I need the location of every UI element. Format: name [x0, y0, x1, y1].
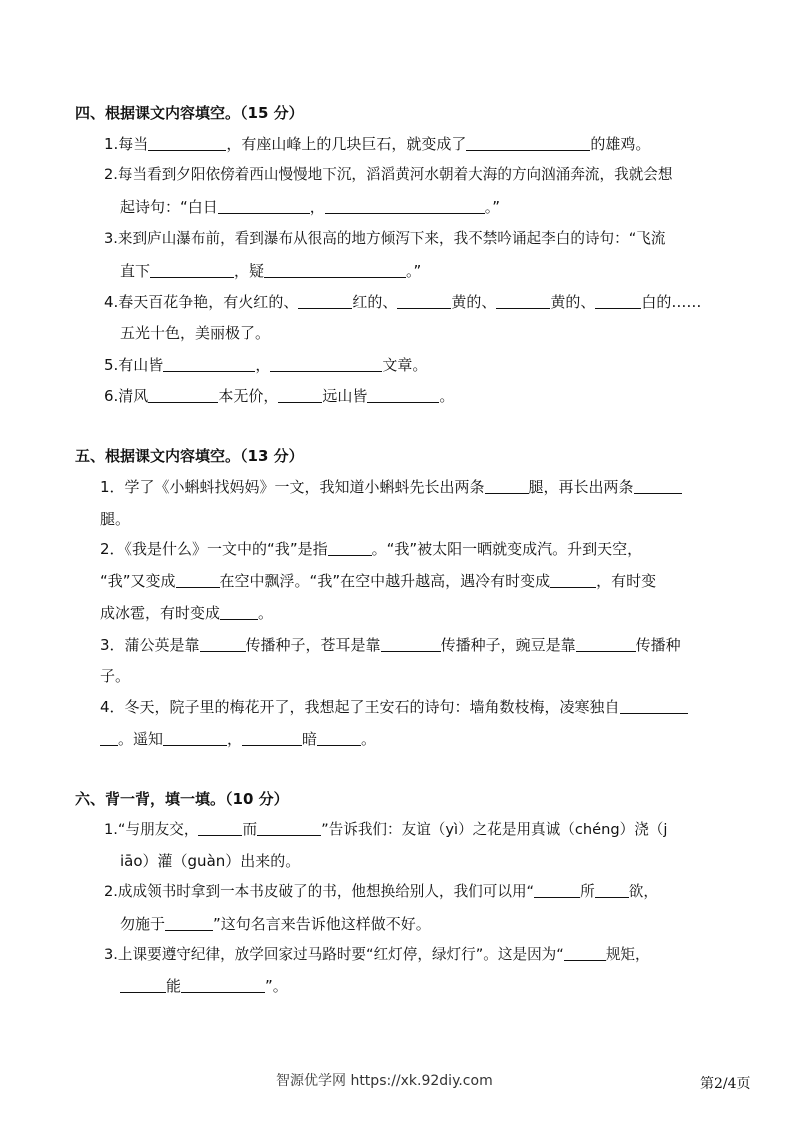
- text-segment: 红的、: [352, 293, 398, 311]
- text-segment: 2.每当看到夕阳依傍着西山慢慢地下沉，滔滔黄河水朝着大海的方向汹涌奔流，我就会想: [104, 166, 673, 183]
- answer-blank[interactable]: [325, 198, 485, 214]
- answer-blank[interactable]: [176, 572, 220, 588]
- answer-blank[interactable]: [466, 135, 590, 151]
- text-segment: 1.“与朋友交，: [104, 821, 199, 838]
- text-segment: 规矩，: [605, 946, 650, 963]
- text-segment: 起诗句：“白日: [120, 198, 218, 216]
- s5-q2-line2: [100, 571, 656, 591]
- s5-q2-line1: [100, 539, 642, 559]
- text-segment: 勿施于: [120, 915, 166, 933]
- text-segment: 子。: [100, 667, 131, 685]
- text-segment: 白的……: [641, 293, 702, 311]
- text-segment: 1.每当: [104, 135, 149, 153]
- s5-q2-line3: [100, 603, 273, 623]
- s4-q2-line1: [104, 165, 673, 185]
- text-segment: 4.春天百花争艳，有火红的、: [104, 293, 299, 311]
- s4-q4-line1: [104, 292, 701, 312]
- answer-blank[interactable]: [534, 882, 580, 898]
- site-watermark: 智源优学网 https://xk.92diy.com: [276, 1073, 493, 1089]
- answer-blank[interactable]: [634, 478, 682, 494]
- text-segment: ，疑: [234, 262, 265, 280]
- text-segment: 欲，: [628, 883, 658, 900]
- text-segment: ”。: [265, 977, 288, 995]
- answer-blank[interactable]: [485, 478, 529, 494]
- s4-q2-line2: [120, 197, 500, 217]
- answer-blank[interactable]: [198, 820, 242, 836]
- text-segment: ，: [255, 356, 271, 374]
- text-segment: 黄的、: [451, 293, 497, 311]
- text-segment: 腿。: [100, 510, 131, 528]
- s4-q5: [104, 355, 427, 375]
- text-segment: 而: [242, 821, 258, 838]
- answer-blank[interactable]: [397, 293, 451, 309]
- text-segment: 2.成成领书时拿到一本书皮破了的书，他想换给别人，我们可以用“: [104, 883, 535, 900]
- section-5-title: 五、根据课文内容填空。（13 分）: [75, 447, 304, 465]
- text-segment: ”这句名言来告诉他这样做不好。: [213, 915, 431, 933]
- s5-q1-line2: [100, 509, 130, 529]
- text-segment: 能: [166, 977, 182, 995]
- answer-blank[interactable]: [328, 540, 372, 556]
- text-segment: 黄的、: [550, 293, 596, 311]
- text-segment: 。“我”被太阳一晒就变成汽。升到天空，: [371, 540, 643, 558]
- text-segment: 成冰雹，有时变成: [100, 604, 221, 622]
- answer-blank[interactable]: [298, 293, 352, 309]
- s5-q3-line1: [100, 635, 681, 655]
- text-segment: 直下: [120, 262, 151, 280]
- answer-blank[interactable]: [257, 820, 321, 836]
- section-4-title: 四、根据课文内容填空。（15 分）: [75, 104, 304, 122]
- text-segment: 在空中飘浮。“我”在空中越升越高，遇冷有时变成: [219, 572, 551, 590]
- text-segment: 文章。: [382, 356, 428, 374]
- answer-blank[interactable]: [148, 387, 218, 403]
- s6-q1-line1: [104, 820, 667, 840]
- s5-q1-line1: [100, 477, 682, 497]
- section-6-title: 六、背一背，填一填。（10 分）: [75, 790, 289, 808]
- text-segment: ，: [309, 198, 325, 216]
- answer-blank[interactable]: [100, 730, 118, 746]
- answer-blank[interactable]: [595, 293, 641, 309]
- answer-blank[interactable]: [270, 356, 382, 372]
- s4-q3-line1: [104, 229, 665, 249]
- s5-q4-line1: [100, 697, 688, 717]
- answer-blank[interactable]: [278, 387, 322, 403]
- text-segment: ，有时变: [596, 572, 657, 590]
- answer-blank[interactable]: [564, 945, 606, 961]
- text-segment: 3.上课要遵守纪律，放学回家过马路时要“红灯停，绿灯行”。这是因为“: [104, 946, 564, 963]
- text-segment: 所: [580, 883, 595, 900]
- s5-q4-line2: [100, 729, 376, 749]
- answer-blank[interactable]: [150, 262, 234, 278]
- text-segment: 传播种: [635, 636, 681, 654]
- text-segment: 远山皆: [322, 387, 368, 405]
- text-segment: 。”: [406, 262, 422, 280]
- text-segment: 。遥知: [118, 730, 164, 748]
- s4-q4-line2: [120, 323, 270, 343]
- text-segment: ，有座山峰上的几块巨石，就变成了: [226, 135, 467, 153]
- text-segment: 传播种子，苍耳是靠: [245, 636, 381, 654]
- text-segment: 。”: [484, 198, 501, 216]
- text-segment: 4．冬天，院子里的梅花开了，我想起了王安石的诗句：墙角数枝梅，凌寒独自: [100, 698, 620, 716]
- answer-blank[interactable]: [148, 135, 226, 151]
- text-segment: 1．学了《小蝌蚪找妈妈》一文，我知道小蝌蚪先长出两条: [100, 478, 485, 496]
- text-segment: 暗: [302, 730, 318, 748]
- text-segment: 的雄鸡。: [590, 135, 651, 153]
- page-number: 第2/4页: [700, 1076, 751, 1092]
- text-segment: 6.清风: [104, 387, 149, 405]
- s5-q3-line2: [100, 666, 130, 686]
- answer-blank[interactable]: [163, 356, 255, 372]
- answer-blank[interactable]: [165, 915, 213, 931]
- text-segment: 腿，再长出两条: [528, 478, 634, 496]
- answer-blank[interactable]: [181, 977, 265, 993]
- text-segment: 本无价，: [218, 387, 279, 405]
- text-segment: iāo）灌（guàn）出来的。: [120, 852, 301, 870]
- text-segment: 2．《我是什么》一文中的“我”是指: [100, 540, 328, 558]
- text-segment: ，: [227, 730, 243, 748]
- answer-blank[interactable]: [576, 636, 636, 652]
- answer-blank[interactable]: [218, 198, 310, 214]
- answer-blank[interactable]: [242, 730, 302, 746]
- answer-blank[interactable]: [163, 730, 227, 746]
- s4-q3-line2: [120, 261, 421, 281]
- s6-q2-line1: [104, 882, 658, 902]
- answer-blank[interactable]: [620, 698, 688, 714]
- answer-blank[interactable]: [595, 882, 629, 898]
- text-segment: 3．蒲公英是靠: [100, 636, 200, 654]
- answer-blank[interactable]: [381, 636, 441, 652]
- s6-q3-line2: [120, 976, 288, 996]
- text-segment: “我”又变成: [100, 572, 176, 590]
- s6-q3-line1: [104, 945, 650, 965]
- answer-blank[interactable]: [220, 604, 258, 620]
- text-segment: ”告诉我们：友谊（yì）之花是用真诚（chéng）浇（j: [321, 821, 668, 838]
- answer-blank[interactable]: [264, 262, 406, 278]
- s6-q2-line2: [120, 914, 431, 934]
- text-segment: 。: [439, 387, 455, 405]
- answer-blank[interactable]: [317, 730, 361, 746]
- s4-q6: [104, 386, 454, 406]
- text-segment: 。: [361, 730, 377, 748]
- text-segment: 3.来到庐山瀑布前，看到瀑布从很高的地方倾泻下来，我不禁吟诵起李白的诗句：“飞流: [104, 230, 666, 247]
- answer-blank[interactable]: [200, 636, 246, 652]
- text-segment: 传播种子，豌豆是靠: [440, 636, 576, 654]
- s4-q1: [104, 134, 650, 154]
- s6-q1-line2: [120, 851, 300, 871]
- answer-blank[interactable]: [367, 387, 439, 403]
- answer-blank[interactable]: [120, 977, 166, 993]
- answer-blank[interactable]: [496, 293, 550, 309]
- answer-blank[interactable]: [550, 572, 596, 588]
- text-segment: 。: [258, 604, 274, 622]
- text-segment: 五光十色，美丽极了。: [120, 324, 271, 342]
- text-segment: 5.有山皆: [104, 356, 164, 374]
